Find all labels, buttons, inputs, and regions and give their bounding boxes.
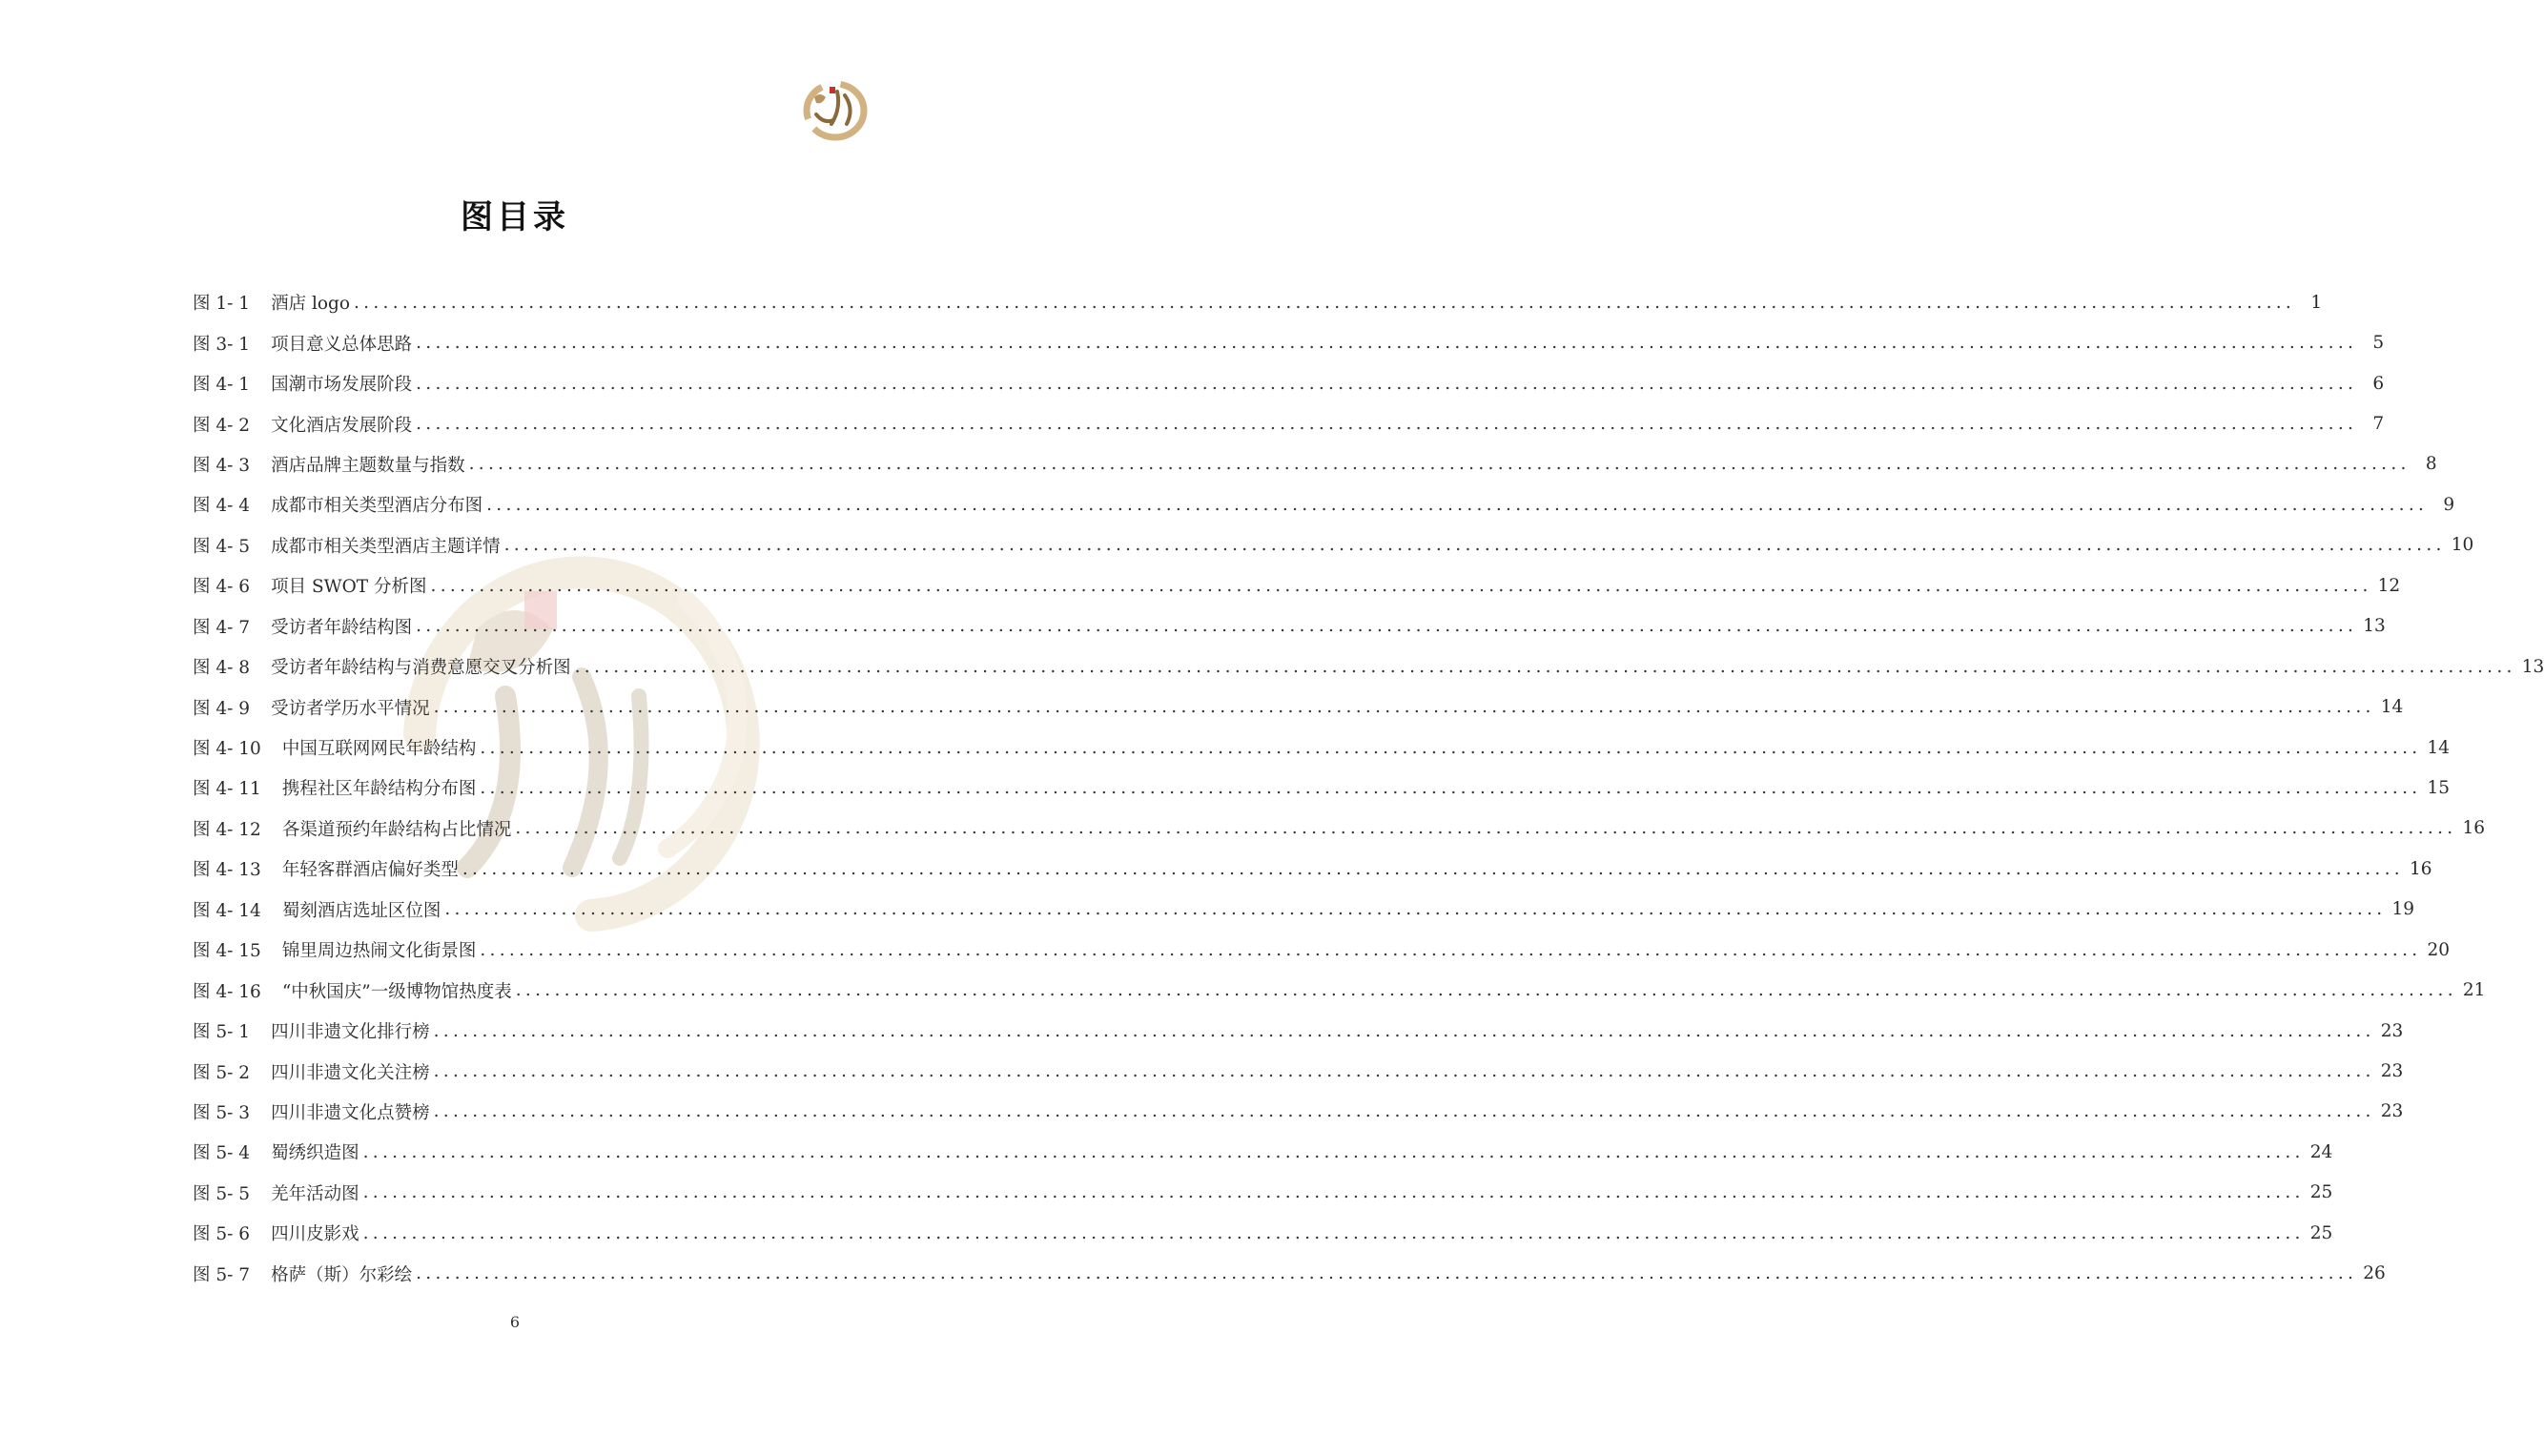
figure-title: 酒店品牌主题数量与指数 (271, 455, 465, 476)
figure-page-number: 5 (2372, 333, 2385, 354)
figure-number: 图 5- 7 (193, 1264, 251, 1285)
leader-dots: ........................................................................................................................................................................................................ (416, 333, 2358, 354)
figure-page-number: 10 (2451, 535, 2474, 556)
toc-entry[interactable] (193, 849, 2432, 889)
leader-dots: ........................................................................................................................................................................................................ (362, 1222, 2305, 1243)
figure-number: 图 5- 6 (193, 1224, 251, 1245)
figure-page-number: 14 (2380, 697, 2404, 718)
figure-page-number: 8 (2425, 454, 2437, 475)
figure-title: 国潮市场发展阶段 (271, 375, 413, 396)
figure-title: 受访者学历水平情况 (271, 698, 430, 719)
toc-entry[interactable] (193, 809, 2486, 849)
page-title: 图目录 (461, 198, 569, 236)
toc-entry[interactable] (193, 565, 2401, 605)
figure-page-number: 14 (2427, 737, 2451, 758)
figure-page-number: 13 (2521, 656, 2544, 677)
figure-page-number: 23 (2380, 1020, 2404, 1041)
leader-dots: ........................................................................................................................................................................................................ (515, 980, 2457, 1001)
figure-title: 四川非遗文化点赞榜 (271, 1102, 430, 1123)
toc-entry[interactable] (193, 930, 2451, 970)
page-number: 6 (509, 1313, 521, 1331)
toc-entry[interactable] (193, 444, 2437, 484)
toc-entry[interactable] (193, 403, 2385, 443)
toc-entry[interactable] (193, 687, 2404, 727)
figure-title: 中国互联网网民年龄结构 (281, 739, 477, 760)
toc-entry[interactable] (193, 970, 2486, 1010)
toc-entry[interactable] (193, 1254, 2386, 1294)
figure-number: 图 4- 7 (193, 617, 251, 638)
toc-entry[interactable] (193, 1011, 2404, 1051)
leader-dots: ........................................................................................................................................................................................................ (416, 373, 2358, 394)
figure-page-number: 9 (2443, 494, 2455, 515)
figure-page-number: 21 (2462, 980, 2486, 1001)
figure-number: 图 5- 1 (193, 1022, 251, 1043)
leader-dots: ........................................................................................................................................................................................................ (433, 1061, 2375, 1082)
leader-dots: ........................................................................................................................................................................................................ (362, 1182, 2305, 1203)
figure-number: 图 4- 16 (193, 981, 261, 1002)
figure-number: 图 4- 10 (193, 739, 261, 760)
figure-number: 图 1- 1 (193, 294, 251, 315)
figure-number: 图 4- 14 (193, 900, 261, 921)
toc-entry[interactable] (193, 1051, 2404, 1091)
leader-dots: ........................................................................................................................................................................................................ (480, 939, 2422, 960)
figure-page-number: 7 (2372, 414, 2385, 435)
figure-title: 项目意义总体思路 (271, 334, 413, 355)
figure-title: “中秋国庆”一级博物馆热度表 (281, 981, 512, 1002)
figure-title: 携程社区年龄结构分布图 (281, 779, 477, 800)
figure-title: 年轻客群酒店偏好类型 (281, 860, 459, 881)
figure-title: 四川非遗文化排行榜 (271, 1022, 430, 1043)
toc-entry[interactable] (193, 1092, 2404, 1132)
figure-page-number: 24 (2309, 1141, 2333, 1162)
leader-dots: ........................................................................................................................................................................................................ (433, 1101, 2375, 1122)
figure-page-number: 25 (2309, 1222, 2333, 1243)
toc-entry[interactable] (193, 322, 2385, 362)
toc-entry[interactable] (193, 768, 2451, 808)
leader-dots: ........................................................................................................................................................................................................ (503, 535, 2446, 556)
leader-dots: ........................................................................................................................................................................................................ (574, 656, 2516, 677)
figure-list (193, 282, 2544, 1294)
leader-dots: ........................................................................................................................................................................................................ (486, 494, 2429, 515)
toc-entry[interactable] (193, 282, 2323, 322)
figure-title: 锦里周边热闹文化街景图 (281, 941, 477, 962)
figure-page-number: 6 (2372, 373, 2385, 394)
leader-dots: ........................................................................................................................................................................................................ (362, 1141, 2305, 1162)
figure-title: 羌年活动图 (271, 1183, 359, 1204)
figure-page-number: 15 (2427, 777, 2451, 798)
toc-entry[interactable] (193, 363, 2385, 403)
leader-dots: ........................................................................................................................................................................................................ (515, 818, 2457, 839)
figure-page-number: 23 (2380, 1061, 2404, 1082)
figure-number: 图 4- 12 (193, 819, 261, 840)
leader-dots: ........................................................................................................................................................................................................ (430, 575, 2372, 596)
figure-page-number: 13 (2363, 616, 2386, 637)
figure-title: 受访者年龄结构与消费意愿交叉分析图 (271, 658, 571, 679)
leader-dots: ........................................................................................................................................................................................................ (433, 697, 2375, 718)
shuke-logo-icon (793, 78, 870, 143)
figure-title: 四川非遗文化关注榜 (271, 1062, 430, 1083)
figure-page-number: 16 (2409, 858, 2432, 879)
leader-dots: ........................................................................................................................................................................................................ (416, 616, 2358, 637)
toc-entry[interactable] (193, 728, 2451, 768)
leader-dots: ........................................................................................................................................................................................................ (444, 899, 2387, 920)
leader-dots: ........................................................................................................................................................................................................ (353, 292, 2296, 313)
toc-entry[interactable] (193, 890, 2415, 930)
toc-entry[interactable] (193, 525, 2474, 565)
figure-title: 四川皮影戏 (271, 1224, 359, 1245)
figure-page-number: 1 (2310, 292, 2323, 313)
toc-entry[interactable] (193, 1132, 2333, 1172)
figure-title: 项目 SWOT 分析图 (271, 577, 427, 598)
leader-dots: ........................................................................................................................................................................................................ (433, 1020, 2375, 1041)
figure-number: 图 4- 13 (193, 860, 261, 881)
figure-number: 图 4- 9 (193, 698, 251, 719)
figure-title: 成都市相关类型酒店分布图 (271, 496, 483, 517)
figure-number: 图 4- 5 (193, 536, 251, 557)
figure-title: 酒店 logo (271, 294, 350, 315)
figure-title: 各渠道预约年龄结构占比情况 (281, 819, 512, 840)
leader-dots: ........................................................................................................................................................................................................ (480, 777, 2422, 798)
leader-dots: ........................................................................................................................................................................................................ (468, 454, 2411, 475)
figure-title: 格萨（斯）尔彩绘 (271, 1264, 413, 1285)
toc-entry[interactable] (193, 1213, 2333, 1253)
figure-title: 成都市相关类型酒店主题详情 (271, 536, 501, 557)
figure-number: 图 4- 4 (193, 496, 251, 517)
figure-number: 图 4- 15 (193, 941, 261, 962)
figure-page-number: 26 (2363, 1263, 2386, 1284)
figure-page-number: 12 (2377, 575, 2401, 596)
figure-number: 图 4- 3 (193, 455, 251, 476)
figure-number: 图 4- 8 (193, 658, 251, 679)
figure-number: 图 3- 1 (193, 334, 251, 355)
toc-entry[interactable] (193, 606, 2386, 646)
figure-page-number: 20 (2427, 939, 2451, 960)
toc-entry[interactable] (193, 484, 2455, 524)
leader-dots: ........................................................................................................................................................................................................ (480, 737, 2422, 758)
figure-number: 图 4- 6 (193, 577, 251, 598)
figure-page-number: 19 (2391, 899, 2415, 920)
figure-page-number: 23 (2380, 1101, 2404, 1122)
figure-number: 图 4- 2 (193, 415, 251, 436)
figure-number: 图 4- 11 (193, 779, 261, 800)
figure-title: 蜀绣织造图 (271, 1143, 359, 1164)
toc-entry[interactable] (193, 1173, 2333, 1213)
figure-page-number: 25 (2309, 1182, 2333, 1203)
figure-number: 图 5- 5 (193, 1183, 251, 1204)
figure-title: 蜀刻酒店选址区位图 (281, 900, 441, 921)
figure-number: 图 5- 2 (193, 1062, 251, 1083)
figure-number: 图 5- 3 (193, 1102, 251, 1123)
figure-title: 文化酒店发展阶段 (271, 415, 413, 436)
figure-number: 图 5- 4 (193, 1143, 251, 1164)
figure-number: 图 4- 1 (193, 375, 251, 396)
figure-page-number: 16 (2462, 818, 2486, 839)
leader-dots: ........................................................................................................................................................................................................ (462, 858, 2404, 879)
toc-entry[interactable] (193, 646, 2544, 687)
leader-dots: ........................................................................................................................................................................................................ (416, 414, 2358, 435)
leader-dots: ........................................................................................................................................................................................................ (416, 1263, 2358, 1284)
figure-title: 受访者年龄结构图 (271, 617, 413, 638)
